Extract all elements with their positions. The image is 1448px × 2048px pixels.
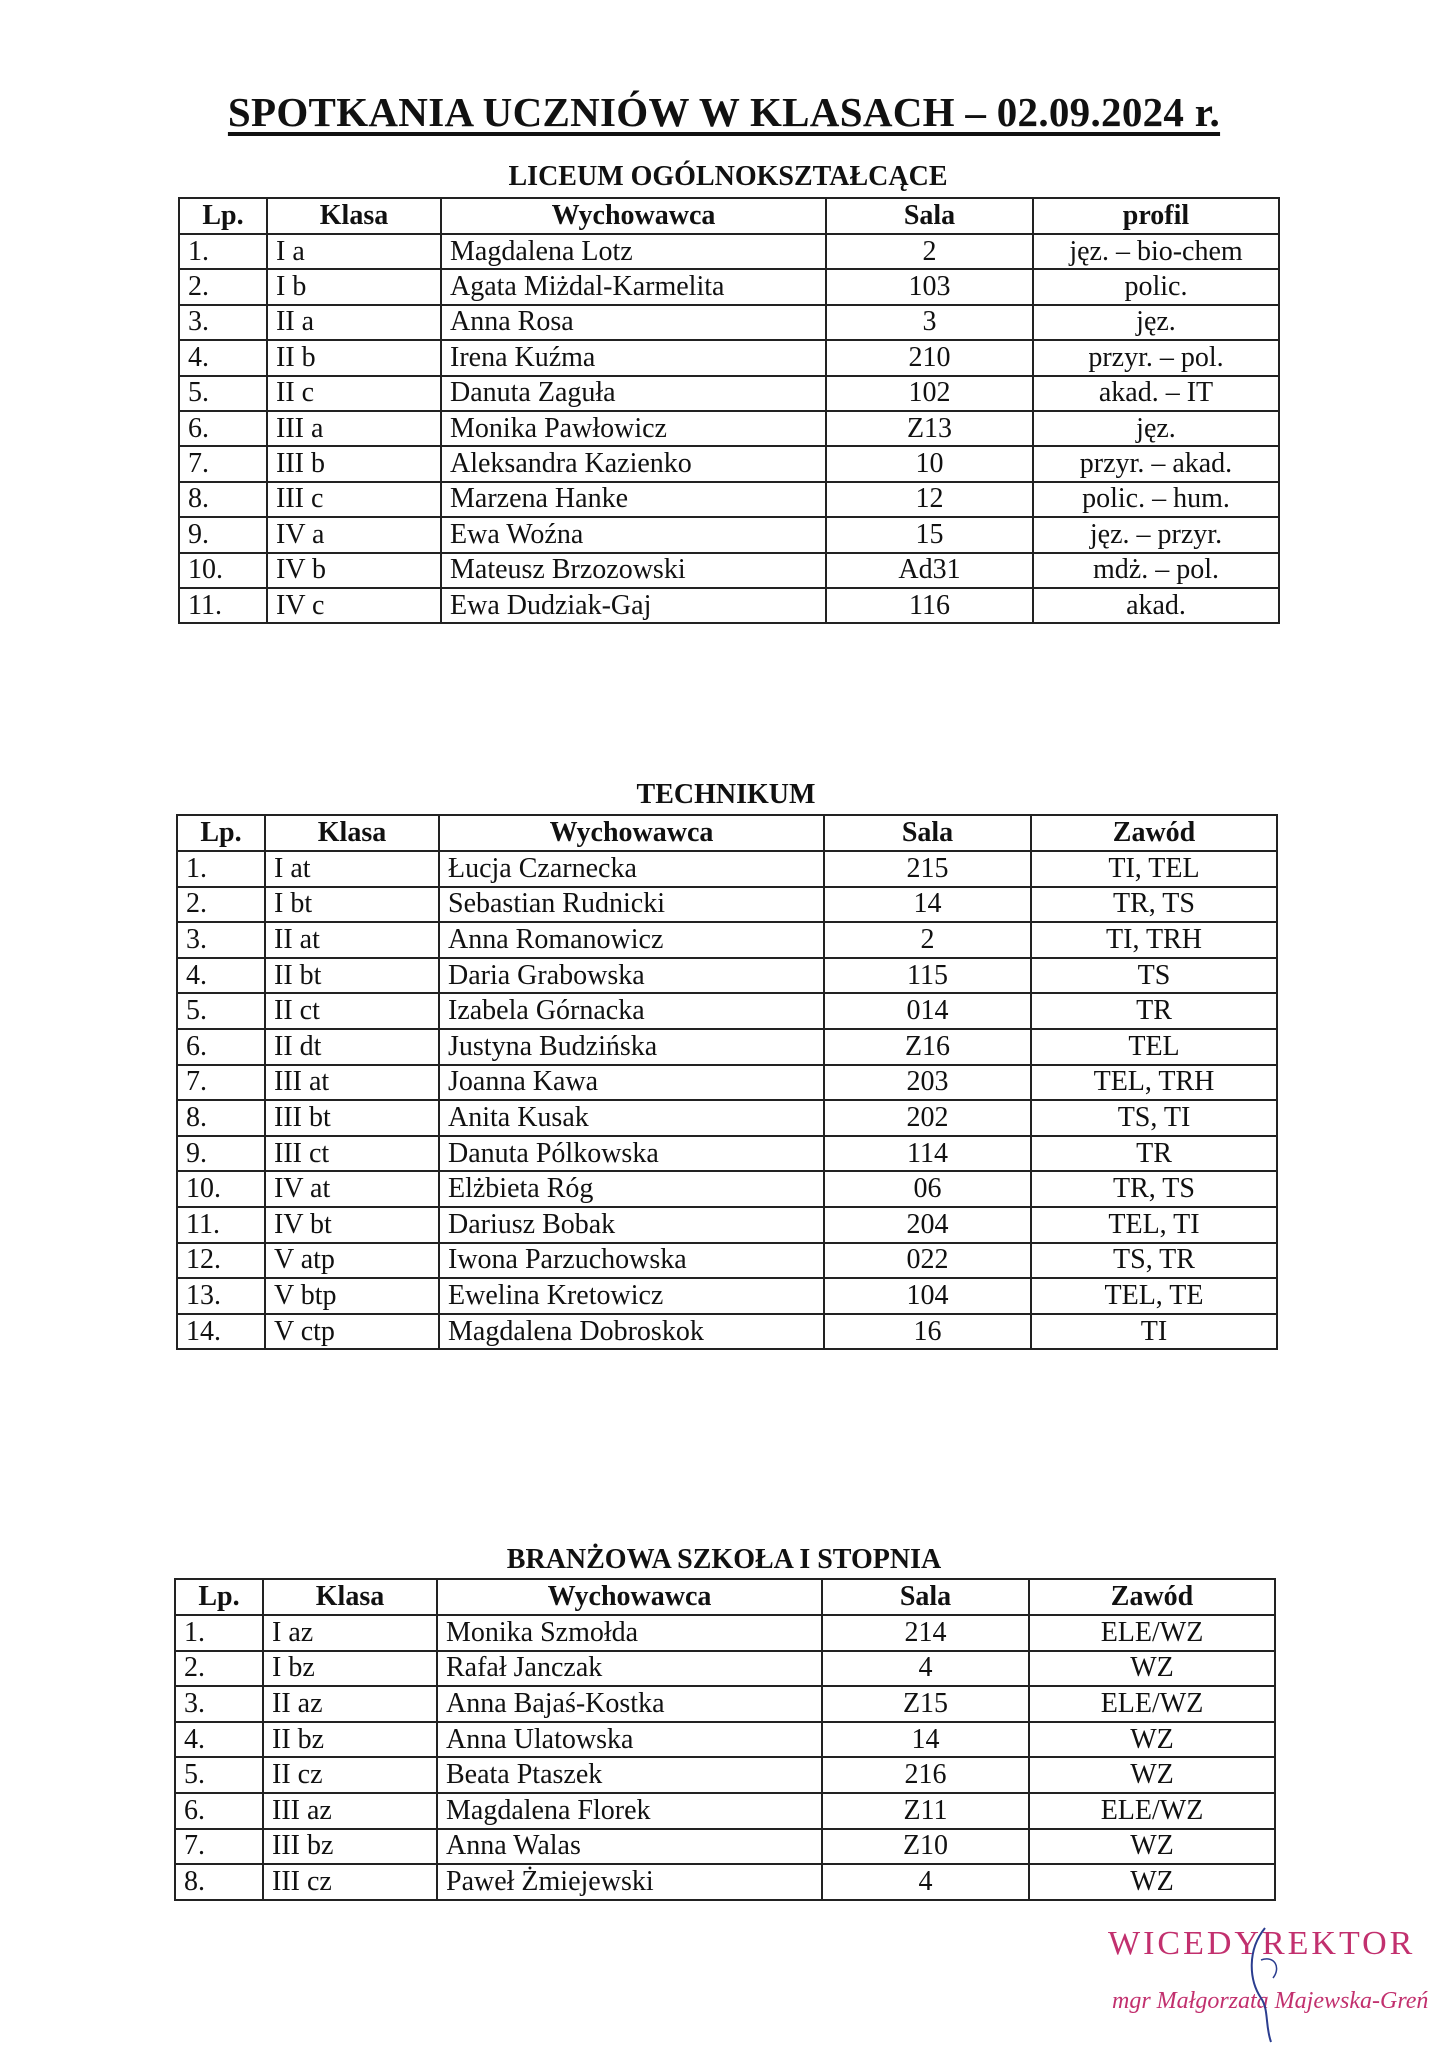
cell-wychowawca: Daria Grabowska: [439, 958, 824, 994]
cell-lp: 8.: [177, 1100, 265, 1136]
cell-klasa: I az: [263, 1615, 437, 1651]
column-header-klasa: Klasa: [263, 1579, 437, 1615]
cell-sala: Z10: [822, 1829, 1029, 1865]
cell-wychowawca: Marzena Hanke: [441, 482, 826, 517]
cell-wychowawca: Paweł Żmiejewski: [437, 1864, 822, 1900]
cell-wychowawca: Izabela Górnacka: [439, 993, 824, 1029]
table-row: [177, 1136, 1277, 1172]
table-header-row: [179, 198, 1279, 234]
cell-lp: 14.: [177, 1314, 265, 1350]
cell-profil: TR: [1031, 993, 1277, 1029]
cell-profil: WZ: [1029, 1651, 1275, 1687]
column-header-klasa: Klasa: [265, 815, 439, 851]
cell-lp: 7.: [177, 1065, 265, 1101]
table-row: [177, 958, 1277, 994]
cell-sala: 114: [824, 1136, 1031, 1172]
cell-sala: 210: [826, 340, 1033, 375]
cell-lp: 3.: [179, 305, 267, 340]
cell-profil: ELE/WZ: [1029, 1686, 1275, 1722]
table-row: [177, 887, 1277, 923]
cell-wychowawca: Magdalena Florek: [437, 1793, 822, 1829]
cell-lp: 5.: [179, 376, 267, 411]
cell-wychowawca: Anna Romanowicz: [439, 922, 824, 958]
cell-klasa: V ctp: [265, 1314, 439, 1350]
table-row: [175, 1651, 1275, 1687]
cell-lp: 10.: [177, 1171, 265, 1207]
table-row: [177, 993, 1277, 1029]
table-row: [177, 1207, 1277, 1243]
cell-sala: 216: [822, 1757, 1029, 1793]
cell-lp: 4.: [179, 340, 267, 375]
cell-profil: przyr. – pol.: [1033, 340, 1279, 375]
cell-wychowawca: Monika Szmołda: [437, 1615, 822, 1651]
cell-klasa: III bt: [265, 1100, 439, 1136]
table-header-row: [175, 1579, 1275, 1615]
cell-profil: mdż. – pol.: [1033, 553, 1279, 588]
cell-lp: 2.: [175, 1651, 263, 1687]
cell-wychowawca: Justyna Budzińska: [439, 1029, 824, 1065]
cell-profil: jęz.: [1033, 305, 1279, 340]
cell-klasa: II b: [267, 340, 441, 375]
table-row: [179, 376, 1279, 411]
stamp-role: WICEDYREKTOR: [1108, 1925, 1416, 1962]
cell-lp: 9.: [179, 517, 267, 552]
table-row: [177, 1243, 1277, 1279]
cell-profil: akad. – IT: [1033, 376, 1279, 411]
table-row: [179, 517, 1279, 552]
cell-wychowawca: Ewelina Kretowicz: [439, 1278, 824, 1314]
table-body: [179, 198, 1279, 623]
cell-lp: 6.: [177, 1029, 265, 1065]
cell-profil: WZ: [1029, 1829, 1275, 1865]
cell-klasa: III cz: [263, 1864, 437, 1900]
cell-sala: 202: [824, 1100, 1031, 1136]
cell-klasa: V atp: [265, 1243, 439, 1279]
table-row: [179, 446, 1279, 481]
cell-sala: 10: [826, 446, 1033, 481]
cell-profil: TEL, TRH: [1031, 1065, 1277, 1101]
cell-lp: 8.: [179, 482, 267, 517]
cell-sala: 3: [826, 305, 1033, 340]
cell-sala: 2: [826, 234, 1033, 269]
cell-lp: 1.: [179, 234, 267, 269]
cell-lp: 6.: [175, 1793, 263, 1829]
section-title-technikum: TECHNIKUM: [636, 779, 816, 810]
cell-sala: 116: [826, 588, 1033, 623]
table-row: [179, 269, 1279, 304]
cell-profil: TS: [1031, 958, 1277, 994]
cell-lp: 5.: [175, 1757, 263, 1793]
cell-sala: 014: [824, 993, 1031, 1029]
cell-wychowawca: Mateusz Brzozowski: [441, 553, 826, 588]
table-row: [179, 340, 1279, 375]
table-row: [177, 1314, 1277, 1350]
cell-lp: 3.: [177, 922, 265, 958]
cell-wychowawca: Anita Kusak: [439, 1100, 824, 1136]
cell-lp: 10.: [179, 553, 267, 588]
cell-sala: 2: [824, 922, 1031, 958]
cell-profil: jęz. – bio-chem: [1033, 234, 1279, 269]
table-row: [179, 588, 1279, 623]
table-row: [177, 1171, 1277, 1207]
cell-klasa: IV a: [267, 517, 441, 552]
cell-profil: TS, TI: [1031, 1100, 1277, 1136]
cell-wychowawca: Magdalena Lotz: [441, 234, 826, 269]
table-row: [179, 411, 1279, 446]
cell-sala: 102: [826, 376, 1033, 411]
table-row: [175, 1829, 1275, 1865]
cell-sala: Z13: [826, 411, 1033, 446]
cell-klasa: II bt: [265, 958, 439, 994]
cell-sala: 12: [826, 482, 1033, 517]
cell-lp: 2.: [177, 887, 265, 923]
cell-lp: 11.: [177, 1207, 265, 1243]
table-row: [179, 482, 1279, 517]
cell-wychowawca: Dariusz Bobak: [439, 1207, 824, 1243]
table-row: [175, 1615, 1275, 1651]
table-row: [179, 234, 1279, 269]
table-row: [175, 1722, 1275, 1758]
cell-sala: Z16: [824, 1029, 1031, 1065]
column-header-lp: Lp.: [175, 1579, 263, 1615]
cell-lp: 2.: [179, 269, 267, 304]
cell-wychowawca: Agata Miżdal-Karmelita: [441, 269, 826, 304]
column-header-lp: Lp.: [179, 198, 267, 234]
cell-klasa: II dt: [265, 1029, 439, 1065]
cell-wychowawca: Iwona Parzuchowska: [439, 1243, 824, 1279]
table-liceum: [178, 197, 1280, 624]
table-row: [175, 1757, 1275, 1793]
cell-wychowawca: Anna Walas: [437, 1829, 822, 1865]
cell-sala: 103: [826, 269, 1033, 304]
cell-profil: TI, TRH: [1031, 922, 1277, 958]
cell-profil: TR, TS: [1031, 887, 1277, 923]
table-header-row: [177, 815, 1277, 851]
column-header-wychowawca: Wychowawca: [441, 198, 826, 234]
cell-lp: 1.: [175, 1615, 263, 1651]
cell-klasa: II az: [263, 1686, 437, 1722]
column-header-sala: Sala: [822, 1579, 1029, 1615]
cell-profil: polic.: [1033, 269, 1279, 304]
cell-wychowawca: Danuta Zaguła: [441, 376, 826, 411]
cell-wychowawca: Danuta Pólkowska: [439, 1136, 824, 1172]
cell-wychowawca: Irena Kuźma: [441, 340, 826, 375]
cell-klasa: I bt: [265, 887, 439, 923]
cell-klasa: III b: [267, 446, 441, 481]
column-header-lp: Lp.: [177, 815, 265, 851]
cell-klasa: III a: [267, 411, 441, 446]
cell-profil: TEL: [1031, 1029, 1277, 1065]
table-row: [179, 305, 1279, 340]
cell-profil: przyr. – akad.: [1033, 446, 1279, 481]
table-branzowa: [174, 1578, 1276, 1901]
table-row: [177, 851, 1277, 887]
table-row: [177, 1029, 1277, 1065]
table-row: [175, 1793, 1275, 1829]
table-body: [175, 1579, 1275, 1900]
cell-profil: ELE/WZ: [1029, 1793, 1275, 1829]
cell-lp: 12.: [177, 1243, 265, 1279]
cell-wychowawca: Aleksandra Kazienko: [441, 446, 826, 481]
cell-wychowawca: Ewa Dudziak-Gaj: [441, 588, 826, 623]
cell-profil: TI, TEL: [1031, 851, 1277, 887]
cell-profil: WZ: [1029, 1722, 1275, 1758]
cell-klasa: III ct: [265, 1136, 439, 1172]
table-row: [177, 922, 1277, 958]
cell-sala: 204: [824, 1207, 1031, 1243]
cell-lp: 11.: [179, 588, 267, 623]
column-header-klasa: Klasa: [267, 198, 441, 234]
column-header-profil: Zawód: [1031, 815, 1277, 851]
cell-klasa: II c: [267, 376, 441, 411]
cell-sala: 4: [822, 1864, 1029, 1900]
cell-profil: TEL, TE: [1031, 1278, 1277, 1314]
table-row: [175, 1864, 1275, 1900]
cell-lp: 9.: [177, 1136, 265, 1172]
table-row: [177, 1278, 1277, 1314]
table-row: [175, 1686, 1275, 1722]
stamp-name: mgr Małgorzata Majewska-Greń: [1112, 1988, 1429, 2014]
cell-sala: 06: [824, 1171, 1031, 1207]
cell-profil: TR: [1031, 1136, 1277, 1172]
cell-sala: 203: [824, 1065, 1031, 1101]
cell-profil: WZ: [1029, 1864, 1275, 1900]
column-header-wychowawca: Wychowawca: [437, 1579, 822, 1615]
cell-sala: Ad31: [826, 553, 1033, 588]
column-header-profil: profil: [1033, 198, 1279, 234]
cell-sala: 14: [824, 887, 1031, 923]
cell-klasa: III az: [263, 1793, 437, 1829]
cell-sala: 14: [822, 1722, 1029, 1758]
cell-klasa: V btp: [265, 1278, 439, 1314]
column-header-profil: Zawód: [1029, 1579, 1275, 1615]
cell-lp: 8.: [175, 1864, 263, 1900]
cell-klasa: II a: [267, 305, 441, 340]
cell-wychowawca: Rafał Janczak: [437, 1651, 822, 1687]
cell-sala: 15: [826, 517, 1033, 552]
cell-lp: 3.: [175, 1686, 263, 1722]
cell-sala: 022: [824, 1243, 1031, 1279]
cell-klasa: II ct: [265, 993, 439, 1029]
cell-sala: Z15: [822, 1686, 1029, 1722]
cell-klasa: II bz: [263, 1722, 437, 1758]
cell-lp: 4.: [177, 958, 265, 994]
table-body: [177, 815, 1277, 1349]
cell-sala: Z11: [822, 1793, 1029, 1829]
cell-wychowawca: Anna Ulatowska: [437, 1722, 822, 1758]
cell-wychowawca: Elżbieta Róg: [439, 1171, 824, 1207]
cell-profil: jęz.: [1033, 411, 1279, 446]
cell-wychowawca: Beata Ptaszek: [437, 1757, 822, 1793]
table-row: [177, 1065, 1277, 1101]
cell-profil: akad.: [1033, 588, 1279, 623]
cell-klasa: III c: [267, 482, 441, 517]
signature-mark: [1235, 1920, 1305, 2045]
cell-wychowawca: Ewa Woźna: [441, 517, 826, 552]
cell-lp: 6.: [179, 411, 267, 446]
column-header-wychowawca: Wychowawca: [439, 815, 824, 851]
section-title-branzowa: BRANŻOWA SZKOŁA I STOPNIA: [506, 1544, 942, 1575]
cell-wychowawca: Anna Bajaś-Kostka: [437, 1686, 822, 1722]
cell-klasa: I a: [267, 234, 441, 269]
page-title: SPOTKANIA UCZNIÓW W KLASACH – 02.09.2024 r.: [227, 89, 1221, 135]
cell-sala: 115: [824, 958, 1031, 994]
cell-sala: 104: [824, 1278, 1031, 1314]
section-title-lo: LICEUM OGÓLNOKSZTAŁCĄCE: [508, 161, 948, 192]
cell-klasa: II at: [265, 922, 439, 958]
cell-lp: 13.: [177, 1278, 265, 1314]
cell-sala: 4: [822, 1651, 1029, 1687]
cell-klasa: I b: [267, 269, 441, 304]
cell-wychowawca: Sebastian Rudnicki: [439, 887, 824, 923]
cell-wychowawca: Magdalena Dobroskok: [439, 1314, 824, 1350]
cell-klasa: IV at: [265, 1171, 439, 1207]
cell-sala: 214: [822, 1615, 1029, 1651]
column-header-sala: Sala: [826, 198, 1033, 234]
cell-profil: TI: [1031, 1314, 1277, 1350]
table-row: [177, 1100, 1277, 1136]
cell-sala: 16: [824, 1314, 1031, 1350]
table-technikum: [176, 814, 1278, 1350]
cell-lp: 7.: [179, 446, 267, 481]
cell-klasa: III at: [265, 1065, 439, 1101]
cell-profil: WZ: [1029, 1757, 1275, 1793]
cell-profil: TS, TR: [1031, 1243, 1277, 1279]
cell-wychowawca: Joanna Kawa: [439, 1065, 824, 1101]
cell-sala: 215: [824, 851, 1031, 887]
cell-klasa: I bz: [263, 1651, 437, 1687]
cell-klasa: IV b: [267, 553, 441, 588]
cell-klasa: I at: [265, 851, 439, 887]
cell-lp: 1.: [177, 851, 265, 887]
cell-klasa: IV bt: [265, 1207, 439, 1243]
cell-wychowawca: Anna Rosa: [441, 305, 826, 340]
table-row: [179, 553, 1279, 588]
cell-lp: 4.: [175, 1722, 263, 1758]
cell-wychowawca: Monika Pawłowicz: [441, 411, 826, 446]
cell-wychowawca: Łucja Czarnecka: [439, 851, 824, 887]
column-header-sala: Sala: [824, 815, 1031, 851]
cell-profil: ELE/WZ: [1029, 1615, 1275, 1651]
cell-profil: jęz. – przyr.: [1033, 517, 1279, 552]
cell-profil: TR, TS: [1031, 1171, 1277, 1207]
cell-profil: TEL, TI: [1031, 1207, 1277, 1243]
cell-klasa: II cz: [263, 1757, 437, 1793]
cell-klasa: III bz: [263, 1829, 437, 1865]
cell-lp: 5.: [177, 993, 265, 1029]
cell-profil: polic. – hum.: [1033, 482, 1279, 517]
cell-lp: 7.: [175, 1829, 263, 1865]
cell-klasa: IV c: [267, 588, 441, 623]
